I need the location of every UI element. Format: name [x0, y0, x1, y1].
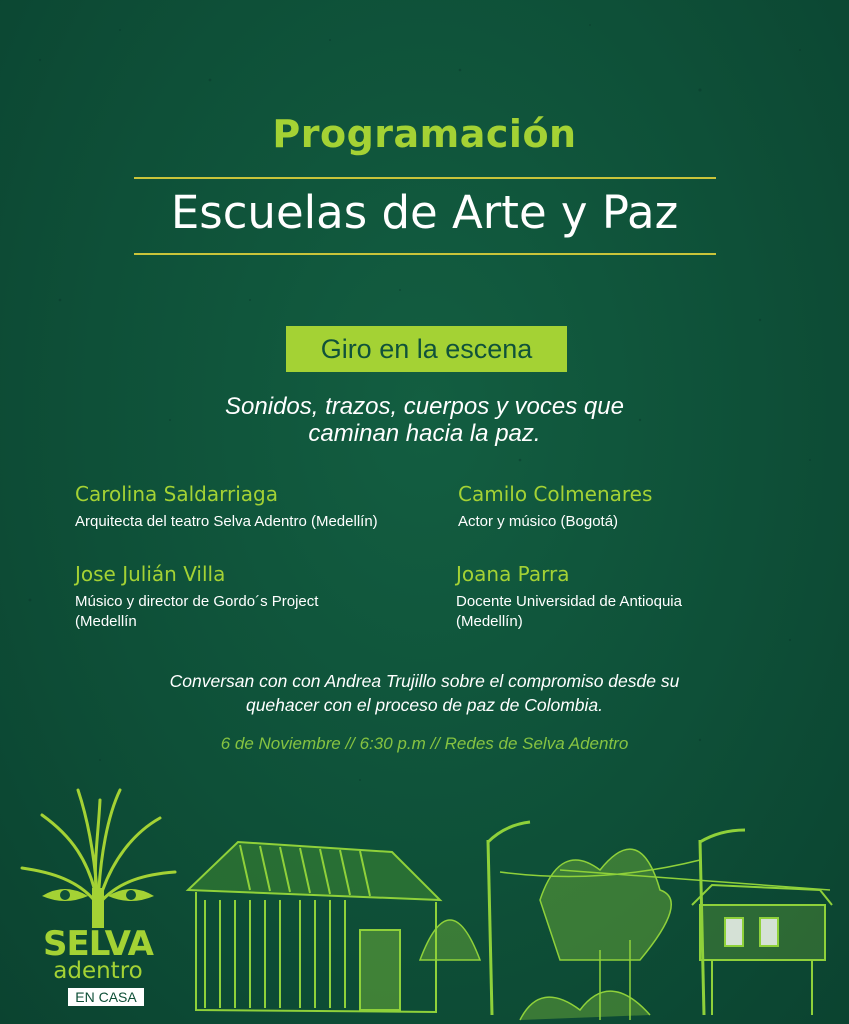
title-rule-top — [134, 177, 716, 179]
speaker-role: Músico y director de Gordo´s Project — [75, 593, 319, 610]
speaker-role: Docente Universidad de Antioquia — [456, 593, 682, 610]
event-description — [0, 669, 849, 717]
trees-drawing — [420, 849, 671, 1020]
house-drawing — [188, 842, 440, 1012]
village-illustration — [0, 770, 849, 1024]
title-rule-bottom — [134, 253, 716, 255]
speaker-name: Carolina Saldarriaga — [75, 482, 278, 506]
session-subtitle — [0, 393, 849, 447]
logo-en-casa: EN CASA — [68, 988, 144, 1006]
speaker-carolina — [75, 482, 378, 532]
eyes-icon — [42, 888, 154, 928]
logo-adentro: adentro — [53, 958, 143, 984]
session-badge: Giro en la escena — [286, 326, 567, 372]
speaker-role: Arquitecta del teatro Selva Adentro (Medellín) — [75, 513, 378, 530]
logo-selva: SELVA — [42, 924, 153, 964]
program-label: Programación — [272, 112, 577, 156]
speaker-camilo — [458, 482, 652, 532]
speaker-role: Actor y músico (Bogotá) — [458, 513, 619, 530]
event-date-info: 6 de Noviembre // 6:30 p.m // Redes de Selva Adentro — [220, 734, 629, 753]
subtitle-line-2: caminan hacia la paz. — [308, 420, 541, 447]
description-line-1: Conversan con con Andrea Trujillo sobre el compromiso desde su — [169, 671, 680, 691]
main-title: Escuelas de Arte y Paz — [170, 186, 679, 239]
speaker-joana — [456, 562, 682, 632]
description-line-2: quehacer con el proceso de paz de Colombia. — [245, 695, 604, 715]
plant-logo-icon — [22, 790, 175, 905]
speaker-role-line-2: (Medellín — [75, 613, 137, 630]
speaker-name: Joana Parra — [456, 562, 570, 586]
speaker-name: Camilo Colmenares — [458, 482, 653, 506]
speaker-jose — [75, 562, 318, 632]
speaker-role-line-2: (Medellín) — [456, 613, 523, 630]
small-house-drawing — [692, 885, 832, 1015]
speaker-name: Jose Julián Villa — [75, 562, 226, 586]
subtitle-line-1: Sonidos, trazos, cuerpos y voces que — [225, 393, 624, 420]
